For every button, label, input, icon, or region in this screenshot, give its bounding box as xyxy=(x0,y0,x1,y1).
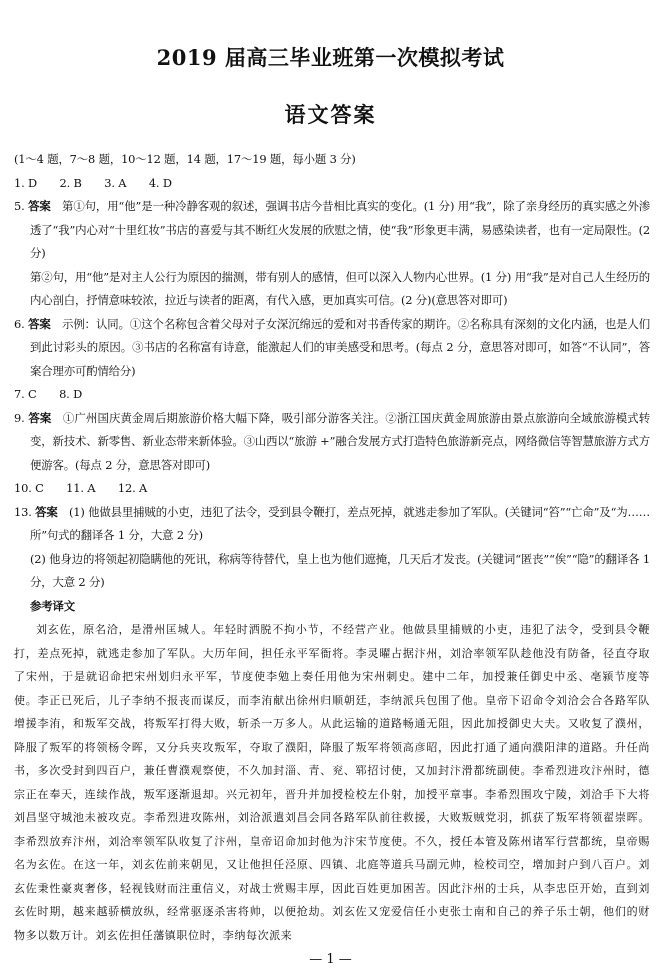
question-5 xyxy=(14,195,650,266)
answer-key-title: 语文答案 xyxy=(284,102,377,127)
scoring-note: (1～4 题，7～8 题，10～12 题，14 题，17～19 题，每小题 3 分) xyxy=(14,152,356,166)
reference-translation-text: 刘玄佐，原名洽，是滑州匡城人。年轻时洒脱不拘小节，不经营产业。他做县里捕贼的小吏，违犯了法令，受到县令鞭打，差点死掉，就逃走参加了军队。大历年间，担任永平军衙将。李灵曜占据汴州，刘洽率领军队趁他没有防备，径直夺取了宋州，于是就诏命把宋州划归永平军，节度使李勉上奏任用他为宋州刺史。建中二年，加授兼任御史中丞、亳颍节度等使。李正已死后，儿子李纳不报丧而谋反，而李洧献出徐州归顺朝廷，李纳派兵包围了他。皇帝下诏命令刘洽会合各路军队增援李洧，和叛军交战，将叛军打得大败，斩杀一万多人。从此运输的道路畅通无阻，因此加授御史大夫。又收复了濮州，降服了叛军的将领杨令晖，又分兵夹攻叛军，夺取了濮阳，降服了叛军将领高彦昭，因此打通了通向濮阳津的道路。升任尚书，多次受封到四百户，兼任曹濮观察使，不久加封淄、青、兖、郓招讨使，又加封汴滑都统副使。李希烈进攻汴州时，德宗正在奉天，连续作战，叛军逐渐退却。兴元初年，晋升并加授检校左仆射，加授平章事。李希烈围攻宁陵，刘洽手下大将刘昌坚守城池未被攻克。李希烈进攻陈州，刘洽派遣刘昌会同各路军队前往救援，大败叛贼党羽，抓获了叛军将领翟崇晖。李希烈放弃汴州，刘洽率领军队收复了汴州，皇帝诏命加封他为汴宋节度使。不久，授任本管及陈州诸军行营都统，皇帝赐名为玄佐。在这一年，刘玄佐前来朝见，又让他担任泾原、四镇、北庭等道兵马副元帅，检校司空，增加封户到八百户。刘玄佐秉性豪爽奢侈，轻视钱财而注重信义，对战士赏赐丰厚，因此百姓更加困苦。因此汴州的士兵，从李忠臣开始，直到刘玄佐时期，越来越骄横放纵，经常驱逐杀害将帅，以便抢劫。刘玄佐又宠爱信任小吏张士南和自己的养子乐士朝，他们的财物多以数万计。刘玄佐担任藩镇职位时，李纳每次派来 xyxy=(14,623,650,942)
answers-7-8: 7. C 8. D xyxy=(14,387,83,401)
exam-title: 2019 届高三毕业班第一次模拟考试 xyxy=(156,45,505,70)
question-5-number: 5. xyxy=(14,199,25,213)
question-13-part1: (1) 他做县里捕贼的小吏，违犯了法令，受到县令鞭打，差点死掉，就逃走参加了军队。(关键词“笞”“亡命”及“为……所”句式的翻译各 1 分，大意 2 分) xyxy=(30,504,650,542)
question-13-number: 13. xyxy=(14,504,32,519)
page-number: — 1 — xyxy=(309,952,352,967)
question-13 xyxy=(14,501,650,548)
question-9-number: 9. xyxy=(14,410,25,425)
question-6-text: 示例：认同。①这个名称包含着父母对子女深沉绵远的爱和对书香传家的期许。②名称具有深刻的文化内涵，也是人们到此讨彩头的原因。③书店的名称富有诗意，能激起人们的审美感受和思考。(每点 2 分，意思答对即可，如答“不认同”，答案合理亦可酌情给分) xyxy=(30,316,650,378)
question-5-part2: 第②句，用“他”是对主人公行为原因的揣测，带有别人的感情，但可以深入人物内心世界。(1 分) 用“我”是对自己人生经历的内心剖白，抒情意味较浓，拉近与读者的距离，有代入感，更加真实可信。(2 分)(意思答对即可) xyxy=(30,269,650,307)
question-9-text: ①广州国庆黄金周后期旅游价格大幅下降，吸引部分游客关注。②浙江国庆黄金周旅游由景点旅游向全域旅游模式转变，新技术、新零售、新业态带来新体验。③山西以“旅游 +”融合发展方式打造特色旅游新亮点，网络微信等智慧旅游方式方便游客。(每点 2 分，意思答对即可) xyxy=(30,410,650,472)
question-5-part1: 第①句，用“他”是一种冷静客观的叙述，强调书店今昔相比真实的变化。(1 分) 用“我”，除了亲身经历的真实感之外渗透了“我”内心对“十里红妆”书店的喜爱与其不断红火发展的欣慰之情，使“我”形象更丰满，易感染读者，也有一定局限性。(2 分) xyxy=(30,199,650,260)
question-6-number: 6. xyxy=(14,316,25,331)
answers-1-4: 1. D 2. B 3. A 4. D xyxy=(14,175,172,190)
question-9 xyxy=(14,407,650,478)
question-5-label: 答案 xyxy=(28,199,51,213)
answer-content xyxy=(14,148,650,947)
answers-10-12: 10. C 11. A 12. A xyxy=(14,481,148,495)
question-13-part2: (2) 他身边的将领起初隐瞒他的死讯，称病等待替代，皇上也为他们遮掩，几天后才发丧。(关键词“匿丧”“俟”“隐”的翻译各 1 分，大意 2 分) xyxy=(30,551,650,589)
question-9-label: 答案 xyxy=(28,410,52,425)
reference-translation-heading: 参考译文 xyxy=(30,598,75,613)
reference-translation xyxy=(14,618,650,947)
question-6 xyxy=(14,313,650,384)
question-13-label: 答案 xyxy=(35,504,58,519)
question-6-label: 答案 xyxy=(28,316,51,331)
